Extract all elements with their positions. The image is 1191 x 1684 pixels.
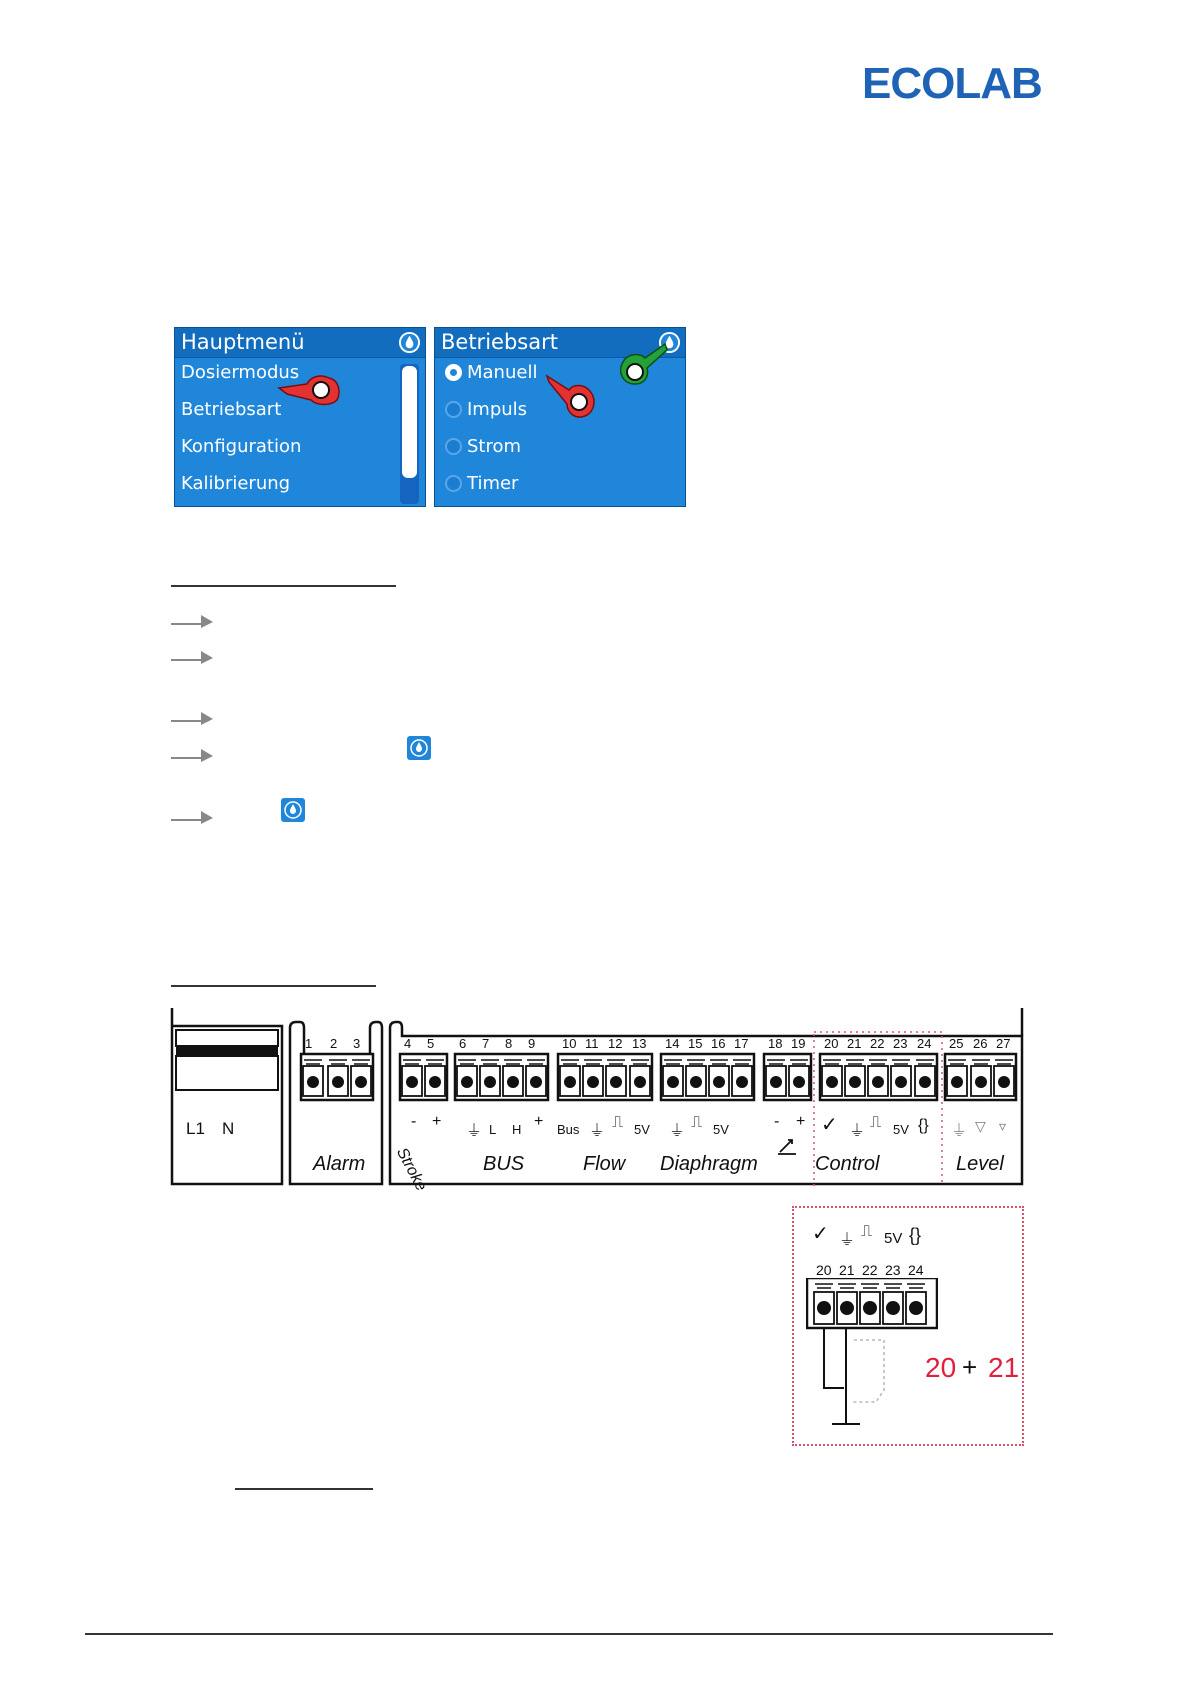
section-heading-underline [171,985,376,987]
terminal-screw [587,1076,599,1088]
section-heading-underline [171,585,396,587]
drop-icon[interactable] [398,331,421,354]
drop-icon [407,736,431,760]
group-label-level: Level [956,1153,1004,1175]
step-arrow-icon [171,808,215,824]
detail-terminal-number: 21 [839,1262,855,1278]
pointing-hand-red-icon [545,372,605,422]
detail-terminal-number: 22 [862,1262,878,1278]
scrollbar-thumb[interactable] [402,366,417,478]
ground-icon: ⏚ [839,1232,856,1249]
terminal-number: 1 [305,1036,313,1051]
terminal-number: 23 [893,1036,908,1051]
terminal-screw [872,1076,884,1088]
radio-strom[interactable] [445,438,462,455]
terminal-number: 26 [973,1036,988,1051]
terminal-number: 19 [791,1036,806,1051]
terminal-screw [530,1076,542,1088]
terminal-screw [951,1076,963,1088]
terminal-screw [998,1076,1010,1088]
detail-terminal-number: 24 [908,1262,924,1278]
symbol-stroke-minus: - [411,1113,417,1130]
terminal-number: 25 [949,1036,964,1051]
detail-symbol-5v: 5V [884,1230,903,1247]
radio-impuls[interactable] [445,401,462,418]
detail-screw [886,1301,900,1315]
option-manuell[interactable]: Manuell [467,362,538,383]
terminal-screw [770,1076,782,1088]
terminal-screw [610,1076,622,1088]
symbol-flow-5v: 5V [634,1122,650,1137]
terminal-number: 21 [847,1036,862,1051]
symbol-bus-plus: + [534,1113,544,1130]
detail-terminal-number: 23 [885,1262,901,1278]
level-low-icon: ▽ [975,1118,986,1134]
terminal-number: 14 [665,1036,680,1051]
menu-item-kalibrierung[interactable]: Kalibrierung [181,473,291,494]
option-strom[interactable]: Strom [467,436,522,457]
terminal-screw [975,1076,987,1088]
terminal-number: 11 [585,1036,599,1051]
terminal-number: 16 [711,1036,726,1051]
terminal-screw [484,1076,496,1088]
terminal-number: 5 [427,1036,435,1051]
check-icon: ✓ [812,1223,829,1245]
symbol-analog-minus: - [774,1113,780,1130]
power-label-n: N [222,1119,235,1138]
terminal-number: 13 [632,1036,647,1051]
terminal-screw [826,1076,838,1088]
braces-icon: {} [918,1117,929,1134]
terminal-number: 20 [824,1036,839,1051]
ground-icon: ⏚ [589,1123,606,1140]
radio-timer[interactable] [445,475,462,492]
menu-item-konfiguration[interactable]: Konfiguration [181,436,302,457]
jumper-second-terminal: 21 [988,1352,1020,1383]
terminal-number: 2 [330,1036,338,1051]
terminal-screw [690,1076,702,1088]
option-impuls[interactable]: Impuls [467,399,528,420]
terminal-screw [667,1076,679,1088]
group-label-control: Control [815,1153,880,1175]
terminal-number: 9 [528,1036,536,1051]
terminal-number: 8 [505,1036,513,1051]
symbol-analog-plus: + [796,1113,806,1130]
terminal-screw [355,1076,367,1088]
pointing-hand-green-icon [609,342,669,390]
level-empty-icon: ▿ [999,1118,1007,1134]
terminal-number: 10 [562,1036,577,1051]
drop-icon [281,798,305,822]
footer-rule [85,1633,1053,1635]
terminal-number: 3 [353,1036,361,1051]
terminal-number: 22 [870,1036,885,1051]
pulse-icon: ⎍ [691,1114,703,1131]
step-arrow-icon [171,612,215,628]
terminal-block [764,1054,811,1100]
terminal-screw [713,1076,725,1088]
symbol-bus-h: H [512,1122,522,1137]
terminal-screw [634,1076,646,1088]
terminal-block [400,1054,447,1100]
terminal-number: 24 [917,1036,932,1051]
terminal-screw [507,1076,519,1088]
ecolab-logo [862,58,1042,106]
ground-icon: ⏚ [466,1123,483,1140]
symbol-stroke-plus: + [432,1113,442,1130]
terminal-screw [429,1076,441,1088]
terminal-screw [564,1076,576,1088]
terminal-screw [461,1076,473,1088]
detail-screw [909,1301,923,1315]
main-menu-screen [174,327,426,507]
detail-screw [840,1301,854,1315]
menu-item-dosiermodus[interactable]: Dosiermodus [181,362,300,383]
terminal-screw [849,1076,861,1088]
terminal-number: 12 [608,1036,623,1051]
ground-icon: ⏚ [669,1123,686,1140]
radio-manuell[interactable] [445,364,462,381]
terminal-screw [895,1076,907,1088]
terminal-screw [406,1076,418,1088]
terminal-screw [307,1076,319,1088]
braces-icon: {} [909,1225,922,1245]
symbol-flow-bus: Bus [557,1122,580,1137]
group-label-diaphragm: Diaphragm [660,1153,758,1175]
logo-text: ECOLAB [862,59,1042,106]
section-heading-underline [235,1488,373,1490]
pulse-icon: ⎍ [861,1223,873,1240]
detail-screw [817,1301,831,1315]
step-arrow-icon [171,709,215,725]
current-signal-icon [776,1134,798,1156]
terminal-number: 7 [482,1036,490,1051]
check-icon: ✓ [821,1114,838,1136]
step-arrow-icon [171,746,215,762]
terminal-screw [793,1076,805,1088]
operating-mode-title: Betriebsart [441,330,558,354]
terminal-screw [919,1076,931,1088]
jumper-first-terminal: 20 [925,1352,957,1383]
terminal-screw [332,1076,344,1088]
detail-terminal-number: 20 [816,1262,832,1278]
group-label-stroke: Stroke [392,1145,430,1194]
symbol-diaphragm-5v: 5V [713,1122,729,1137]
operating-mode-screen [434,327,686,507]
main-menu-title: Hauptmenü [181,330,305,354]
pulse-icon: ⎍ [612,1114,624,1131]
terminal-number: 15 [688,1036,703,1051]
menu-item-betriebsart[interactable]: Betriebsart [181,399,282,420]
option-timer[interactable]: Timer [467,473,519,494]
pointing-hand-red-icon [277,372,345,408]
symbol-bus-l: L [489,1122,497,1137]
step-arrow-icon [171,648,215,664]
group-label-bus: BUS [483,1153,525,1175]
terminal-screw [736,1076,748,1088]
terminal-number: 18 [768,1036,783,1051]
ground-icon: ⏚ [951,1123,968,1140]
pulse-icon: ⎍ [870,1114,882,1131]
power-label-l1: L1 [186,1119,205,1138]
symbol-control-5v: 5V [893,1122,909,1137]
group-label-alarm: Alarm [313,1153,366,1175]
ground-icon: ⏚ [849,1123,866,1140]
detail-screw [863,1301,877,1315]
group-label-flow: Flow [583,1153,626,1175]
terminal-number: 17 [734,1036,749,1051]
terminal-number: 6 [459,1036,467,1051]
jumper-plus: + [962,1352,978,1382]
terminal-number: 27 [996,1036,1011,1051]
control-detail-connector [806,1278,938,1438]
terminal-number: 4 [404,1036,412,1051]
